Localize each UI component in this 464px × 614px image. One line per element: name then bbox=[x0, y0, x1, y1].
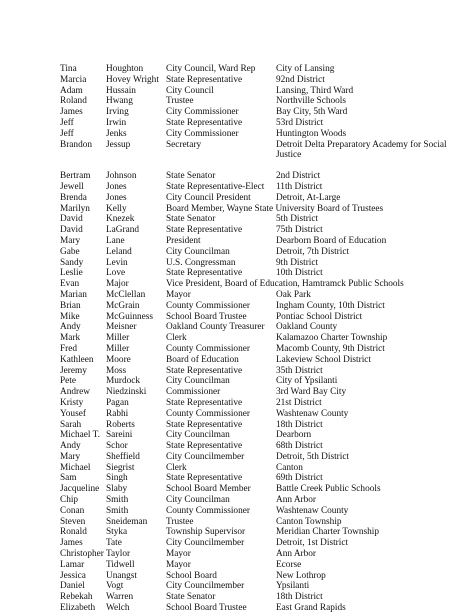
last-name: Roberts bbox=[106, 419, 135, 430]
organization: Canton bbox=[276, 462, 303, 473]
organization: New Lothrop bbox=[276, 570, 326, 581]
organization: Ann Arbor bbox=[276, 495, 317, 506]
last-name: Lane bbox=[106, 235, 125, 246]
roster-row bbox=[60, 538, 460, 549]
first-name: Fred bbox=[60, 343, 78, 354]
roster-row bbox=[60, 225, 460, 236]
position-title: School Board Member bbox=[166, 484, 251, 495]
roster-row bbox=[60, 290, 460, 301]
position-title: City Council bbox=[166, 85, 214, 96]
first-name: Jeff bbox=[60, 117, 74, 128]
last-name: Warren bbox=[106, 592, 134, 603]
last-name: Irwin bbox=[106, 117, 127, 128]
last-name: LaGrand bbox=[106, 225, 140, 236]
last-name: Knezek bbox=[106, 214, 135, 225]
roster-row bbox=[60, 344, 460, 355]
last-name: Tidwell bbox=[106, 559, 135, 570]
position-title: School Board bbox=[166, 570, 217, 581]
position-title: City Commissioner bbox=[166, 107, 239, 118]
last-name: Moss bbox=[106, 365, 127, 376]
position-title: State Representative bbox=[166, 268, 243, 279]
roster-row bbox=[60, 495, 460, 506]
first-name: Elizabeth bbox=[60, 603, 96, 614]
position-title: City Councilman bbox=[166, 495, 230, 506]
first-name: Brandon bbox=[60, 139, 93, 150]
first-name: Yousef bbox=[60, 408, 86, 419]
last-name: Siegrist bbox=[106, 462, 135, 473]
position-title: City Council President bbox=[166, 192, 251, 203]
roster-row bbox=[60, 107, 460, 118]
first-name: Rebekah bbox=[60, 592, 93, 603]
last-name: Johnson bbox=[106, 171, 137, 182]
position-title: Secretary bbox=[166, 139, 202, 150]
last-name: Sareini bbox=[106, 430, 133, 441]
position-title: Clerk bbox=[166, 333, 187, 344]
first-name: Jessica bbox=[60, 570, 86, 581]
position-title: City Councilman bbox=[166, 376, 230, 387]
roster-row bbox=[60, 571, 460, 582]
last-name: Irving bbox=[106, 107, 129, 118]
position-title: Commissioner bbox=[166, 387, 221, 398]
last-name: Moore bbox=[106, 354, 131, 365]
position-title: Mayor bbox=[166, 289, 191, 300]
organization: Huntington Woods bbox=[276, 128, 347, 139]
first-name: Jeremy bbox=[60, 365, 87, 376]
first-name: Gabe bbox=[60, 246, 80, 257]
first-name: Mary bbox=[60, 451, 81, 462]
position-title: Vice President, Board of Education, Hamtramck Public Schools bbox=[166, 279, 404, 290]
roster-row bbox=[60, 171, 460, 182]
last-name: Taylor bbox=[106, 549, 131, 560]
first-name: James bbox=[60, 107, 83, 118]
position-title: State Representative bbox=[166, 74, 243, 85]
roster-row bbox=[60, 592, 460, 603]
organization: 9th District bbox=[276, 257, 319, 268]
position-title: U.S. Congressman bbox=[166, 257, 236, 268]
organization: Lakeview School District bbox=[276, 354, 372, 365]
organization: 18th District bbox=[276, 592, 323, 603]
roster-row bbox=[60, 182, 460, 193]
roster-row bbox=[60, 549, 460, 560]
roster-row bbox=[60, 473, 460, 484]
organization: Detroit, At-Large bbox=[276, 192, 341, 203]
last-name: Houghton bbox=[106, 64, 144, 74]
last-name: Major bbox=[106, 279, 129, 290]
first-name: Adam bbox=[60, 85, 83, 96]
last-name: Levin bbox=[106, 257, 128, 268]
roster-row bbox=[60, 409, 460, 420]
last-name: Styka bbox=[106, 527, 128, 538]
organization: 92nd District bbox=[276, 74, 325, 85]
first-name: Pete bbox=[60, 376, 77, 387]
organization: Ypsilanti bbox=[276, 581, 310, 592]
organization: Lansing, Third Ward bbox=[276, 85, 354, 96]
roster-row bbox=[60, 64, 460, 75]
last-name: Smith bbox=[106, 505, 129, 516]
position-title: School Board Trustee bbox=[166, 311, 247, 322]
position-title: County Commissioner bbox=[166, 343, 250, 354]
roster-row bbox=[60, 204, 460, 215]
position-title: State Senator bbox=[166, 171, 216, 182]
organization: 10th District bbox=[276, 268, 323, 279]
last-name: Rabhi bbox=[106, 408, 129, 419]
roster-row bbox=[60, 129, 460, 140]
organization: Detroit, 5th District bbox=[276, 451, 350, 462]
last-name: Hussain bbox=[106, 85, 136, 96]
roster-row bbox=[60, 581, 460, 592]
last-name: Murdock bbox=[106, 376, 141, 387]
first-name: Andy bbox=[60, 322, 81, 333]
organization: City of Lansing bbox=[276, 64, 335, 74]
position-title: Board of Education bbox=[166, 354, 239, 365]
organization: Dearborn Board of Education bbox=[276, 235, 387, 246]
organization: 2nd District bbox=[276, 171, 321, 182]
first-name: Conan bbox=[60, 505, 85, 516]
organization: Detroit, 7th District bbox=[276, 246, 350, 257]
position-title: State Representative bbox=[166, 225, 243, 236]
position-title: County Commissioner bbox=[166, 408, 250, 419]
organization: Meridian Charter Township bbox=[276, 527, 379, 538]
organization: 3rd Ward Bay City bbox=[276, 387, 347, 398]
roster-row bbox=[60, 560, 460, 571]
first-name: Andrew bbox=[60, 387, 90, 398]
first-name: Marian bbox=[60, 289, 87, 300]
organization: Macomb County, 9th District bbox=[276, 343, 385, 354]
first-name: Tina bbox=[60, 64, 77, 74]
position-title: Trustee bbox=[166, 516, 194, 527]
last-name: Sneideman bbox=[106, 516, 148, 527]
organization: 11th District bbox=[276, 181, 323, 192]
last-name: Jones bbox=[106, 192, 127, 203]
first-name: Lamar bbox=[60, 559, 85, 570]
roster-row bbox=[60, 236, 460, 247]
last-name: Tate bbox=[106, 538, 122, 549]
first-name: Evan bbox=[60, 279, 80, 290]
position-title: Clerk bbox=[166, 462, 187, 473]
position-title: County Commissioner bbox=[166, 505, 250, 516]
roster-row bbox=[60, 279, 460, 290]
last-name: Hovey Wright bbox=[106, 74, 159, 85]
first-name: Bertram bbox=[60, 171, 91, 182]
roster-row bbox=[60, 452, 460, 463]
first-name: James bbox=[60, 538, 83, 549]
first-name: Daniel bbox=[60, 581, 85, 592]
roster-row bbox=[60, 527, 460, 538]
position-title: State Representative bbox=[166, 117, 243, 128]
last-name: Miller bbox=[106, 343, 130, 354]
position-title: City Councilmember bbox=[166, 538, 245, 549]
first-name: Marilyn bbox=[60, 203, 90, 214]
position-title: Township Supervisor bbox=[166, 527, 246, 538]
position-title: County Commissioner bbox=[166, 300, 250, 311]
organization: Ingham County, 10th District bbox=[276, 300, 385, 311]
last-name: Leland bbox=[106, 246, 132, 257]
last-name: Schor bbox=[106, 441, 128, 452]
first-name: Sam bbox=[60, 473, 77, 484]
organization: 69th District bbox=[276, 473, 323, 484]
first-name: David bbox=[60, 214, 83, 225]
roster-row bbox=[60, 118, 460, 129]
organization: Oak Park bbox=[276, 289, 311, 300]
position-title: State Representative bbox=[166, 365, 243, 376]
first-name: Kristy bbox=[60, 397, 84, 408]
position-title: City Councilman bbox=[166, 430, 230, 441]
position-title: State Representative bbox=[166, 397, 243, 408]
roster-row bbox=[60, 247, 460, 258]
first-name: Kathleen bbox=[60, 354, 94, 365]
last-name: Jenks bbox=[106, 128, 127, 139]
position-title: Trustee bbox=[166, 96, 194, 107]
organization: City of Ypsilanti bbox=[276, 376, 338, 387]
last-name: Jessup bbox=[106, 139, 131, 150]
roster-row bbox=[60, 193, 460, 204]
roster-row bbox=[60, 376, 460, 387]
endorsement-roster bbox=[60, 64, 460, 614]
roster-row bbox=[60, 463, 460, 474]
organization: East Grand Rapids bbox=[276, 603, 346, 614]
last-name: Meisner bbox=[106, 322, 137, 333]
organization: Ecorse bbox=[276, 559, 302, 570]
last-name: Vogt bbox=[106, 581, 124, 592]
first-name: Ronald bbox=[60, 527, 87, 538]
first-name: Chip bbox=[60, 495, 79, 506]
roster-row bbox=[60, 75, 460, 86]
roster-row bbox=[60, 517, 460, 528]
organization: Bay City, 5th Ward bbox=[276, 107, 348, 118]
last-name: Niedzinski bbox=[106, 387, 147, 398]
position-title: Board Member, Wayne State University Board of Trustees bbox=[166, 203, 384, 214]
first-name: Mary bbox=[60, 235, 81, 246]
position-title: State Representative bbox=[166, 419, 243, 430]
first-name: Sandy bbox=[60, 257, 84, 268]
position-title: State Representative bbox=[166, 473, 243, 484]
position-title: City Commissioner bbox=[166, 128, 239, 139]
last-name: McClellan bbox=[106, 289, 146, 300]
roster-row bbox=[60, 387, 460, 398]
roster-row bbox=[60, 301, 460, 312]
organization: 18th District bbox=[276, 419, 323, 430]
position-title: Mayor bbox=[166, 559, 191, 570]
position-title: President bbox=[166, 235, 201, 246]
organization: Washtenaw County bbox=[276, 408, 349, 419]
position-title: School Board Trustee bbox=[166, 603, 247, 614]
organization: Washtenaw County bbox=[276, 505, 349, 516]
first-name: Christopher bbox=[60, 549, 104, 560]
position-title: City Council, Ward Rep bbox=[166, 64, 256, 74]
first-name: Steven bbox=[60, 516, 86, 527]
organization: Battle Creek Public Schools bbox=[276, 484, 381, 495]
last-name: Miller bbox=[106, 333, 130, 344]
organization: Ann Arbor bbox=[276, 549, 317, 560]
first-name: Michael T. bbox=[60, 430, 100, 441]
first-name: Jeff bbox=[60, 128, 74, 139]
organization: 53rd District bbox=[276, 117, 324, 128]
organization: Pontiac School District bbox=[276, 311, 363, 322]
roster-row bbox=[60, 268, 460, 279]
last-name: Love bbox=[106, 268, 126, 279]
organization: 21st District bbox=[276, 397, 322, 408]
roster-row bbox=[60, 484, 460, 495]
first-name: Sarah bbox=[60, 419, 82, 430]
first-name: Andy bbox=[60, 441, 81, 452]
last-name: Smith bbox=[106, 495, 129, 506]
organization: Dearborn bbox=[276, 430, 312, 441]
position-title: State Representative-Elect bbox=[166, 181, 265, 192]
first-name: Mark bbox=[60, 333, 81, 344]
organization: Canton Township bbox=[276, 516, 342, 527]
organization: Oakland County bbox=[276, 322, 338, 333]
first-name: Brenda bbox=[60, 192, 87, 203]
last-name: Welch bbox=[106, 603, 130, 614]
first-name: Leslie bbox=[60, 268, 83, 279]
organization: Northville Schools bbox=[276, 96, 346, 107]
position-title: State Senator bbox=[166, 214, 216, 225]
roster-row bbox=[60, 96, 460, 107]
roster-row bbox=[60, 214, 460, 225]
organization: Kalamazoo Charter Township bbox=[276, 333, 388, 344]
position-title: City Councilman bbox=[166, 246, 230, 257]
roster-row bbox=[60, 355, 460, 366]
first-name: Michael bbox=[60, 462, 91, 473]
position-title: State Senator bbox=[166, 592, 216, 603]
roster-row bbox=[60, 506, 460, 517]
roster-row bbox=[60, 398, 460, 409]
last-name: McGuinness bbox=[106, 311, 153, 322]
roster-row bbox=[60, 603, 460, 614]
last-name: Unangst bbox=[106, 570, 137, 581]
roster-row bbox=[60, 430, 460, 441]
organization: Detroit, 1st District bbox=[276, 538, 349, 549]
roster-row bbox=[60, 441, 460, 452]
last-name: Singh bbox=[106, 473, 128, 484]
last-name: Pagan bbox=[106, 397, 129, 408]
organization: Detroit Delta Preparatory Academy for Social Justice bbox=[276, 139, 447, 161]
roster-row bbox=[60, 420, 460, 431]
organization: 35th District bbox=[276, 365, 323, 376]
first-name: Mike bbox=[60, 311, 80, 322]
roster-row bbox=[60, 86, 460, 97]
first-name: David bbox=[60, 225, 83, 236]
first-name: Jacqueline bbox=[60, 484, 100, 495]
first-name: Brian bbox=[60, 300, 81, 311]
last-name: Jones bbox=[106, 181, 127, 192]
first-name: Jewell bbox=[60, 181, 84, 192]
roster-row bbox=[60, 258, 460, 269]
roster-row bbox=[60, 140, 460, 162]
first-name: Marcia bbox=[60, 74, 87, 85]
last-name: Kelly bbox=[106, 203, 127, 214]
roster-row bbox=[60, 366, 460, 377]
first-name: Roland bbox=[60, 96, 87, 107]
roster-row bbox=[60, 312, 460, 323]
last-name: Hwang bbox=[106, 96, 133, 107]
position-title: State Representative bbox=[166, 441, 243, 452]
organization: 5th District bbox=[276, 214, 319, 225]
organization: 68th District bbox=[276, 441, 323, 452]
position-title: Oakland County Treasurer bbox=[166, 322, 265, 333]
last-name: Slaby bbox=[106, 484, 128, 495]
position-title: City Councilmember bbox=[166, 451, 245, 462]
last-name: McGrain bbox=[106, 300, 140, 311]
position-title: Mayor bbox=[166, 549, 191, 560]
position-title: City Councilmember bbox=[166, 581, 245, 592]
roster-row bbox=[60, 322, 460, 333]
organization: 75th District bbox=[276, 225, 323, 236]
last-name: Sheffield bbox=[106, 451, 140, 462]
roster-row bbox=[60, 333, 460, 344]
